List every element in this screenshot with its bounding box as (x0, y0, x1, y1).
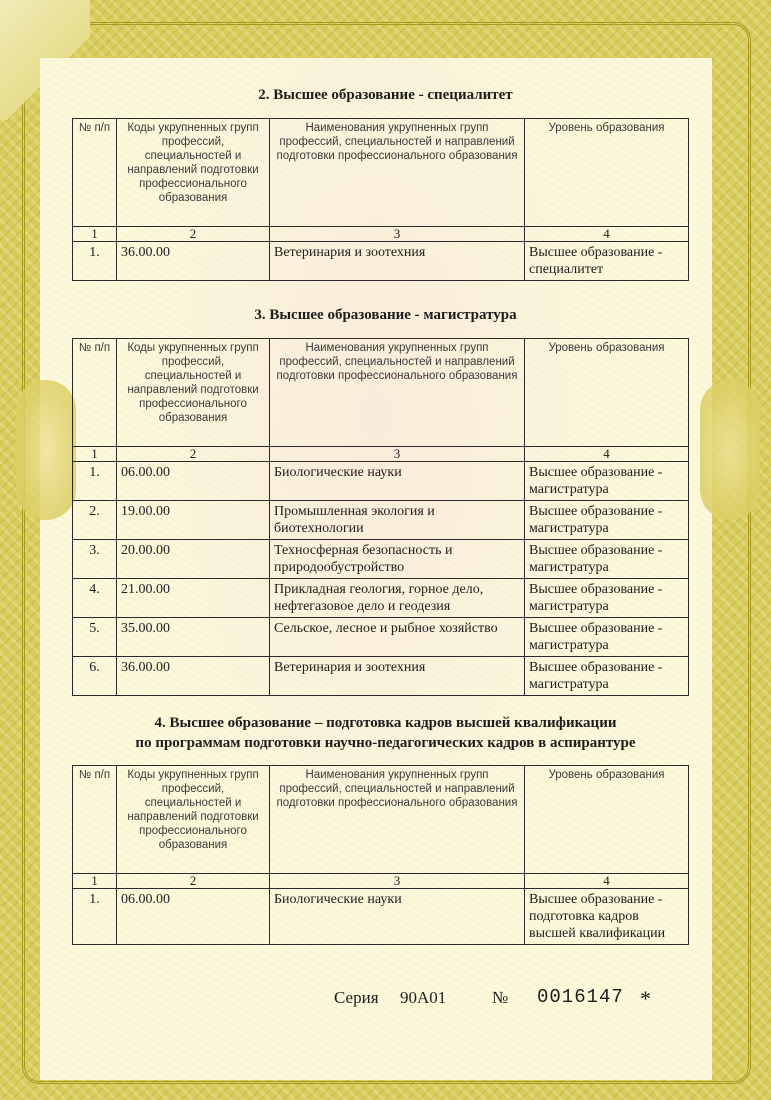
col-index: 3 (270, 874, 525, 889)
row-level: Высшее образование - подготовка кадров высшей квалификации (525, 889, 689, 945)
header-codes: Коды укрупненных групп профессий, специальностей и направлений подготовки профессионального образования (117, 766, 270, 874)
row-number: 2. (73, 501, 117, 540)
table-row (73, 501, 689, 540)
table-header-row (73, 766, 689, 874)
section-3-table (72, 338, 689, 696)
table-header-row (73, 339, 689, 447)
col-index: 1 (73, 874, 117, 889)
section-3-title: 3. Высшее образование - магистратура (254, 307, 517, 323)
header-number: № п/п (73, 119, 117, 227)
section-2-table (72, 118, 689, 281)
table-row (73, 242, 689, 281)
header-codes: Коды укрупненных групп профессий, специальностей и направлений подготовки профессионального образования (117, 339, 270, 447)
column-number-row (73, 447, 689, 462)
row-level: Высшее образование - магистратура (525, 579, 689, 618)
number-label: № (492, 988, 509, 1007)
header-number: № п/п (73, 339, 117, 447)
row-number: 1. (73, 889, 117, 945)
col-index: 3 (270, 227, 525, 242)
section-4-title-line1: 4. Высшее образование – подготовка кадров высшей квалификации (154, 715, 617, 731)
row-level: Высшее образование - магистратура (525, 462, 689, 501)
table-row (73, 462, 689, 501)
row-name: Промышленная экология и биотехнологии (270, 501, 525, 540)
col-index: 3 (270, 447, 525, 462)
row-number: 4. (73, 579, 117, 618)
col-index: 1 (73, 447, 117, 462)
col-index: 1 (73, 227, 117, 242)
row-name: Биологические науки (270, 889, 525, 945)
table-row (73, 657, 689, 696)
row-level: Высшее образование - магистратура (525, 540, 689, 579)
header-names: Наименования укрупненных групп профессий, специальностей и направлений подготовки профессионального образования (270, 339, 525, 447)
section-4-table (72, 765, 689, 945)
row-name: Ветеринария и зоотехния (270, 657, 525, 696)
row-name: Прикладная геология, горное дело, нефтегазовое дело и геодезия (270, 579, 525, 618)
row-number: 1. (73, 462, 117, 501)
serial-footer (0, 988, 771, 1018)
row-code: 21.00.00 (117, 579, 270, 618)
series-label: Серия (334, 988, 379, 1007)
row-name: Техносферная безопасность и природообустройство (270, 540, 525, 579)
table-row (73, 618, 689, 657)
header-names: Наименования укрупненных групп профессий, специальностей и направлений подготовки профессионального образования (270, 119, 525, 227)
row-code: 06.00.00 (117, 462, 270, 501)
row-code: 36.00.00 (117, 242, 270, 281)
col-index: 4 (525, 227, 689, 242)
left-ornament (16, 380, 76, 520)
header-number: № п/п (73, 766, 117, 874)
row-number: 3. (73, 540, 117, 579)
series-value: 90А01 (400, 988, 447, 1007)
header-codes: Коды укрупненных групп профессий, специальностей и направлений подготовки профессионального образования (117, 119, 270, 227)
number-value: 0016147 (537, 986, 624, 1008)
section-4-title-line2: по программам подготовки научно-педагогических кадров в аспирантуре (135, 735, 636, 751)
column-number-row (73, 227, 689, 242)
header-level: Уровень образования (525, 339, 689, 447)
row-level: Высшее образование - специалитет (525, 242, 689, 281)
table-row (73, 579, 689, 618)
header-level: Уровень образования (525, 766, 689, 874)
col-index: 4 (525, 874, 689, 889)
table-header-row (73, 119, 689, 227)
header-level: Уровень образования (525, 119, 689, 227)
row-name: Ветеринария и зоотехния (270, 242, 525, 281)
col-index: 2 (117, 447, 270, 462)
asterisk-mark: * (640, 986, 651, 1011)
table-row (73, 540, 689, 579)
row-code: 19.00.00 (117, 501, 270, 540)
column-number-row (73, 874, 689, 889)
row-code: 20.00.00 (117, 540, 270, 579)
row-number: 6. (73, 657, 117, 696)
col-index: 2 (117, 874, 270, 889)
row-code: 36.00.00 (117, 657, 270, 696)
section-2-title: 2. Высшее образование - специалитет (258, 87, 513, 103)
right-ornament (700, 380, 760, 520)
row-name: Сельское, лесное и рыбное хозяйство (270, 618, 525, 657)
row-level: Высшее образование - магистратура (525, 657, 689, 696)
row-level: Высшее образование - магистратура (525, 501, 689, 540)
row-number: 1. (73, 242, 117, 281)
row-number: 5. (73, 618, 117, 657)
col-index: 2 (117, 227, 270, 242)
row-name: Биологические науки (270, 462, 525, 501)
row-code: 06.00.00 (117, 889, 270, 945)
table-row (73, 889, 689, 945)
row-code: 35.00.00 (117, 618, 270, 657)
col-index: 4 (525, 447, 689, 462)
header-names: Наименования укрупненных групп профессий, специальностей и направлений подготовки профессионального образования (270, 766, 525, 874)
row-level: Высшее образование - магистратура (525, 618, 689, 657)
